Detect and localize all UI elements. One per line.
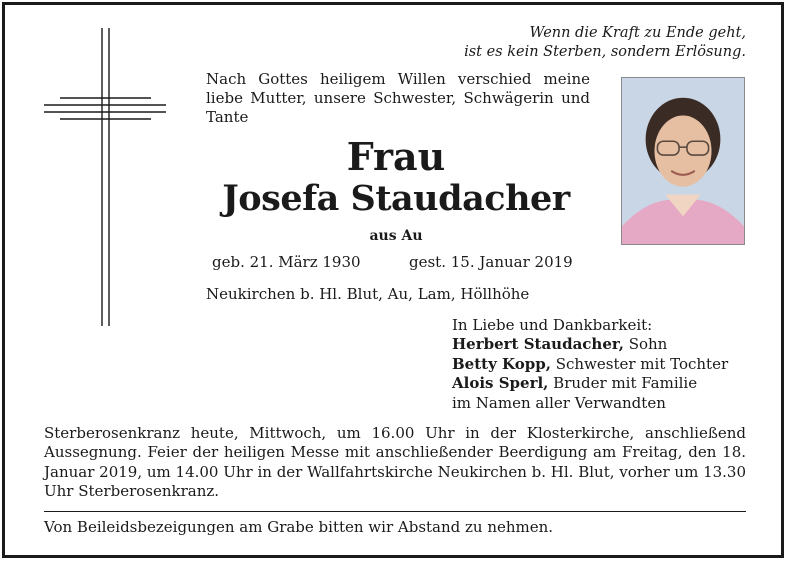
origin: aus Au: [369, 228, 423, 244]
mourner-entry: [452, 374, 728, 393]
mourner-entry: [452, 335, 728, 354]
places: Neukirchen b. Hl. Blut, Au, Lam, Höllhöhe: [206, 285, 530, 303]
death-date: gest. 15. Januar 2019: [409, 253, 573, 271]
motto-line-2: ist es kein Sterben, sondern Erlösung.: [464, 44, 746, 60]
cross-icon: [44, 28, 168, 328]
mourner-relation: Bruder mit Familie: [548, 374, 698, 393]
motto-line-1: Wenn die Kraft zu Ende geht,: [529, 25, 746, 41]
mourners-heading: In Liebe und Dankbarkeit:: [452, 316, 653, 334]
portrait-photo: [621, 77, 745, 245]
mourners-closing: im Namen aller Verwandten: [452, 393, 666, 412]
motto: [464, 24, 746, 62]
service-details: Sterberosenkranz heute, Mittwoch, um 16.00 Uhr in der Klosterkirche, anschließend Aussegnung. Feier der heiligen Messe mit anschließender Beerdigung am Freitag, den 18. Januar 2019, um 14.00 Uhr in der Wallfahrtskirche Neukirchen b. Hl. Blut, vorher um 13.30 Uhr Sterberosenkranz.: [44, 424, 747, 501]
intro-text: Nach Gottes heiligem Willen verschied meine liebe Mutter, unsere Schwester, Schwägerin und Tante: [206, 70, 590, 126]
divider: [44, 511, 746, 512]
mourner-entry: [452, 355, 728, 374]
mourner-relation: Schwester mit Tochter: [550, 354, 729, 373]
mourner-name: Herbert Staudacher,: [452, 335, 624, 354]
mourner-relation: Sohn: [623, 335, 668, 354]
condolence-note: Von Beileidsbezeigungen am Grabe bitten wir Abstand zu nehmen.: [44, 518, 554, 536]
mourner-name: Alois Sperl,: [452, 374, 549, 393]
birth-date: geb. 21. März 1930: [212, 253, 361, 271]
salutation: Frau: [346, 134, 446, 179]
mourner-name: Betty Kopp,: [452, 354, 551, 373]
deceased-name: Josefa Staudacher: [222, 178, 570, 219]
mourners-block: [452, 316, 728, 413]
